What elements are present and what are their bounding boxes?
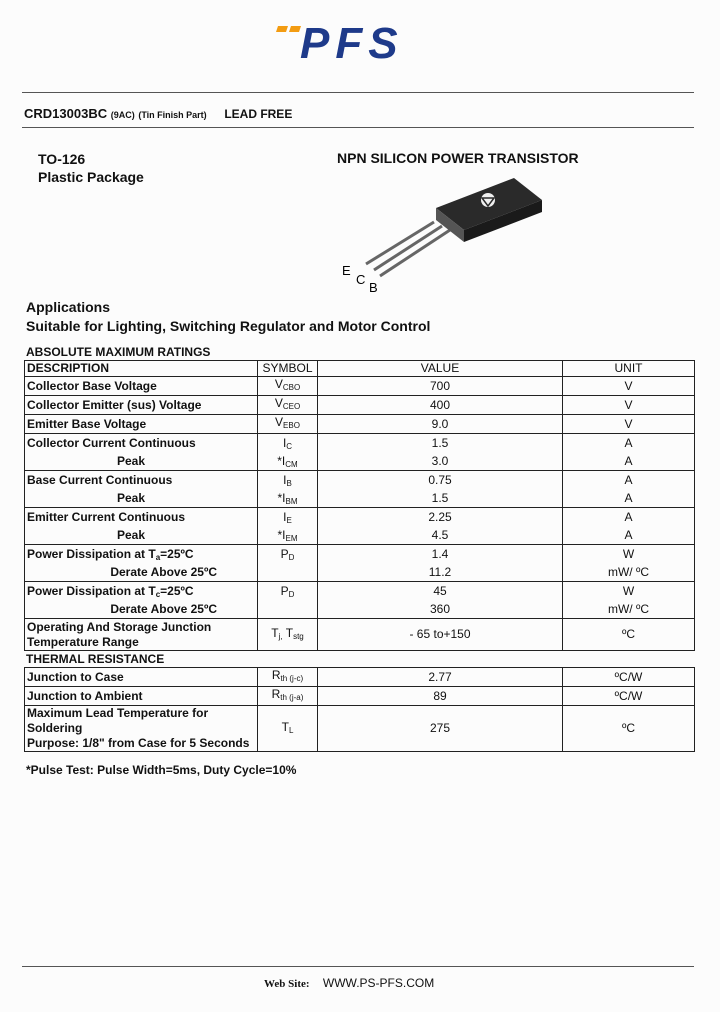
footer — [264, 976, 434, 990]
table-row — [25, 619, 695, 651]
row-value: 89 — [318, 687, 563, 706]
row-desc: Junction to Case — [25, 668, 258, 687]
table-row — [25, 687, 695, 706]
package-name: TO-126 — [38, 151, 86, 167]
applications — [26, 298, 430, 336]
row-unit: A A — [563, 434, 695, 471]
row-desc: Operating And Storage Junction Temperature Range — [25, 619, 258, 651]
row-unit: ºC — [563, 619, 695, 651]
header-symbol: SYMBOL — [258, 361, 318, 377]
row-desc: Emitter Base Voltage — [25, 415, 258, 434]
row-value: 0.75 1.5 — [318, 471, 563, 508]
row-value: 2.25 4.5 — [318, 508, 563, 545]
row-value: 700 — [318, 377, 563, 396]
website-url[interactable]: WWW.PS-PFS.COM — [322, 976, 435, 990]
table-row — [25, 668, 695, 687]
row-symbol: $P_D$ — [258, 582, 318, 619]
pin-c-label: C — [356, 272, 366, 287]
thermal-title: THERMAL RESISTANCE — [26, 652, 165, 666]
abs-max-table — [24, 360, 695, 651]
row-symbol: $V_{CBO}$ — [258, 377, 318, 396]
row-symbol: $R_{th (j-c)}$ — [258, 668, 318, 687]
table-row — [25, 545, 695, 582]
row-unit: ºC/W — [563, 668, 695, 687]
row-value: 1.5 3.0 — [318, 434, 563, 471]
product-title: NPN SILICON POWER TRANSISTOR — [337, 150, 579, 166]
row-desc: Power Dissipation at $T_a=25ºC$ Derate Above 25ºC — [25, 545, 258, 582]
pulse-test-footnote: *Pulse Test: Pulse Width=5ms, Duty Cycle=10% — [26, 763, 297, 777]
row-desc: Emitter Current Continuous Peak — [25, 508, 258, 545]
row-unit: A A — [563, 508, 695, 545]
row-symbol: $T_{j,}$ $T_{stg}$ — [258, 619, 318, 651]
row-symbol: $V_{CEO}$ — [258, 396, 318, 415]
pin-b-label: B — [369, 280, 378, 295]
table-row — [25, 434, 695, 471]
row-value: 275 — [318, 706, 563, 752]
table-row — [25, 415, 695, 434]
table-row — [25, 396, 695, 415]
header-unit: UNIT — [563, 361, 695, 377]
row-unit: ºC/W — [563, 687, 695, 706]
row-desc: Base Current Continuous Peak — [25, 471, 258, 508]
row-symbol: $R_{th (j-a)}$ — [258, 687, 318, 706]
row-value: 1.4 11.2 — [318, 545, 563, 582]
row-symbol: $T_L$ — [258, 706, 318, 752]
row-unit: W mW/ ºC — [563, 545, 695, 582]
row-unit: A A — [563, 471, 695, 508]
row-symbol: $I_B$ $*I_{BM}$ — [258, 471, 318, 508]
row-desc: Power Dissipation at $T_c=25ºC$ Derate Above 25ºC — [25, 582, 258, 619]
lead-free: LEAD FREE — [224, 107, 293, 121]
pfs-logo — [270, 18, 485, 66]
row-symbol: $V_{EBO}$ — [258, 415, 318, 434]
row-value: - 65 to+150 — [318, 619, 563, 651]
row-unit: V — [563, 396, 695, 415]
row-desc: Collector Base Voltage — [25, 377, 258, 396]
row-unit: W mW/ ºC — [563, 582, 695, 619]
table-row — [25, 582, 695, 619]
header-description: DESCRIPTION — [25, 361, 258, 377]
row-symbol: $I_C$ $*I_{CM}$ — [258, 434, 318, 471]
abs-max-title: ABSOLUTE MAXIMUM RATINGS — [26, 345, 211, 359]
row-value: 400 — [318, 396, 563, 415]
table-row — [25, 508, 695, 545]
row-value: 45 360 — [318, 582, 563, 619]
applications-heading: Applications — [26, 299, 111, 315]
row-desc: Junction to Ambient — [25, 687, 258, 706]
website-label: Web Site: — [264, 978, 310, 990]
row-unit: V — [563, 377, 695, 396]
row-unit: ºC — [563, 706, 695, 752]
row-desc: Collector Emitter (sus) Voltage — [25, 396, 258, 415]
finish: (Tin Finish Part) — [138, 110, 207, 120]
part-line — [24, 106, 292, 121]
package-type: Plastic Package — [38, 169, 144, 185]
row-desc: Maximum Lead Temperature for Soldering Purpose: 1/8" from Case for 5 Seconds — [25, 706, 258, 752]
part-number: CRD13003BC — [24, 106, 108, 121]
package-info — [38, 150, 144, 186]
row-symbol: $P_D$ — [258, 545, 318, 582]
row-unit: V — [563, 415, 695, 434]
logo-text: PFS — [300, 19, 404, 66]
table-row — [25, 377, 695, 396]
variant: (9AC) — [110, 110, 135, 120]
pin-e-label: E — [342, 263, 351, 278]
row-value: 9.0 — [318, 415, 563, 434]
applications-text: Suitable for Lighting, Switching Regulator and Motor Control — [26, 318, 431, 334]
row-symbol: $I_E$ $*I_{EM}$ — [258, 508, 318, 545]
table-row — [25, 471, 695, 508]
row-value: 2.77 — [318, 668, 563, 687]
row-desc: Collector Current Continuous Peak — [25, 434, 258, 471]
thermal-table — [24, 667, 695, 752]
to126-package-illustration — [336, 178, 556, 296]
table-row — [25, 706, 695, 752]
header-value: VALUE — [318, 361, 563, 377]
table-header-row — [25, 361, 695, 377]
